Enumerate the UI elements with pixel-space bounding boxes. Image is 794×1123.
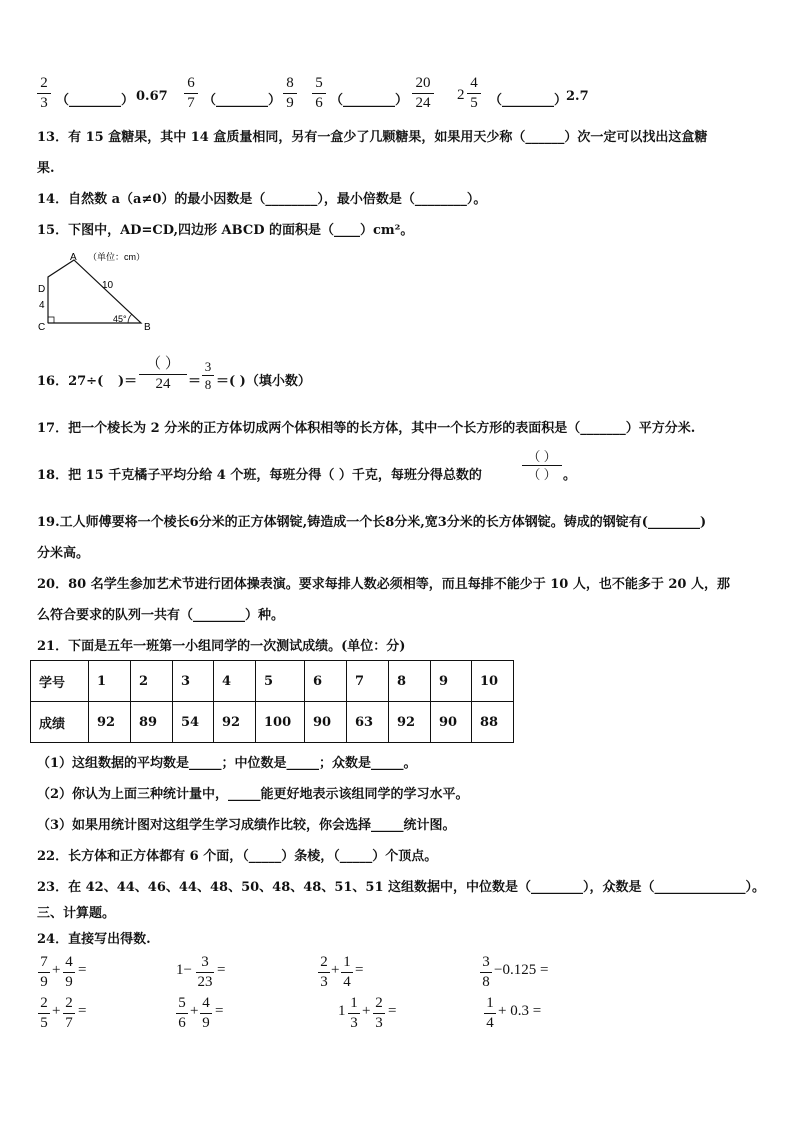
equals: = — [78, 962, 87, 978]
table-cell: 90 — [431, 702, 472, 743]
vertex-d-label: D — [38, 284, 46, 295]
fraction: 4 5 — [467, 76, 481, 111]
q16-fraction-3-8: 3 8 — [202, 360, 214, 391]
table-cell: 成绩 — [31, 702, 89, 743]
fraction: 2 3 — [373, 996, 385, 1031]
fraction: 2 3 — [37, 76, 51, 111]
equals: = — [388, 1003, 397, 1019]
operator: + — [190, 1003, 199, 1019]
fraction: 5 6 — [176, 996, 188, 1031]
q13-line1: 13．有 15 盒糖果，其中 14 盒质量相同，另有一盒少了几颗糖果，如果用天少称（______）次一定可以找出这盒糖 — [37, 130, 708, 145]
answer-blank[interactable]: （________） — [56, 93, 135, 108]
table-cell: 89 — [131, 702, 173, 743]
q24-title: 24．直接写出得数. — [37, 932, 151, 947]
value: 0.67 — [136, 89, 168, 104]
table-row — [31, 702, 514, 743]
equals: = — [78, 1003, 87, 1019]
q21-sub1: （1）这组数据的平均数是_____；中位数是_____；众数是_____。 — [37, 756, 417, 771]
table-cell: 2 — [131, 661, 173, 702]
mixed-number-int: 1 — [338, 1003, 346, 1019]
table-cell: 3 — [173, 661, 214, 702]
scores-table — [30, 660, 514, 743]
q15-text: 15．下图中，AD=CD,四边形 ABCD 的面积是（____）cm²。 — [37, 223, 414, 238]
table-cell: 63 — [347, 702, 389, 743]
vertex-a-label: A — [70, 252, 77, 263]
table-cell: 92 — [89, 702, 131, 743]
operator: + — [362, 1003, 371, 1019]
q21-sub2: （2）你认为上面三种统计量中，_____能更好地表示该组同学的学习水平。 — [37, 787, 469, 802]
q16-fraction: （ ） 24 — [139, 357, 187, 392]
fraction: 1 4 — [484, 996, 496, 1031]
q19-line1: 19.工人师傅要将一个棱长6分米的正方体钢锭,铸造成一个长8分米,宽3分米的长方体钢锭。铸成的钢锭有(________) — [37, 515, 707, 530]
fraction: 1 4 — [341, 955, 353, 990]
fraction: 8 9 — [283, 76, 297, 111]
fraction: 2 3 — [318, 955, 330, 990]
side-ab-label: 10 — [102, 280, 114, 291]
fraction: 3 8 — [480, 955, 492, 990]
q16-mid: )＝ — [118, 374, 138, 389]
table-cell: 学号 — [31, 661, 89, 702]
expression-rest: + 0.3 = — [498, 1003, 542, 1019]
q20-line2: 么符合要求的队列一共有（________）种。 — [37, 608, 285, 623]
q19-line2: 分米高。 — [37, 546, 90, 561]
vertex-c-label: C — [38, 322, 46, 333]
table-cell: 92 — [214, 702, 256, 743]
q15-figure — [34, 250, 194, 335]
q13-line2: 果. — [37, 161, 55, 176]
q23-text: 23．在 42、44、46、44、48、50、48、48、51、51 这组数据中，中位数是（________），众数是（______________）。 — [37, 880, 766, 895]
operator: + — [52, 1003, 61, 1019]
fraction: 2 7 — [63, 996, 75, 1031]
q21-sub3: （3）如果用统计图对这组学生学习成绩作比较，你会选择_____统计图。 — [37, 818, 456, 833]
answer-blank[interactable]: （________） — [489, 93, 568, 108]
table-cell: 7 — [347, 661, 389, 702]
q18-text: 18．把 15 千克橘子平均分给 4 个班，每班分得（ ）千克，每班分得总数的 — [37, 468, 482, 483]
table-row — [31, 661, 514, 702]
table-cell: 4 — [214, 661, 256, 702]
side-dc-label: 4 — [39, 300, 45, 311]
q22-text: 22．长方体和正方体都有 6 个面，（_____）条棱，（_____）个顶点。 — [37, 849, 438, 864]
value: 2.7 — [566, 89, 589, 104]
table-cell: 10 — [472, 661, 514, 702]
table-cell: 54 — [173, 702, 214, 743]
mixed-number-int: 2 — [457, 87, 465, 103]
q16-pre: 16．27÷( — [37, 374, 104, 389]
q16-eq: ＝ — [188, 374, 202, 389]
q14-text: 14．自然数 a（a≠0）的最小因数是（________），最小倍数是（________）。 — [37, 192, 487, 207]
table-cell: 88 — [472, 702, 514, 743]
table-cell: 9 — [431, 661, 472, 702]
fraction: 4 9 — [63, 955, 75, 990]
trapezoid-diagram — [34, 250, 194, 335]
q18-end: 。 — [563, 468, 577, 483]
q20-line1: 20．80 名学生参加艺术节进行团体操表演。要求每排人数必须相等，而且每排不能少于 10 人，也不能多于 20 人，那 — [37, 577, 730, 592]
equals: = — [215, 1003, 224, 1019]
fraction: 3 23 — [197, 954, 213, 990]
q18-fraction: （ ） （ ） — [522, 450, 562, 481]
fraction: 20 24 — [412, 76, 434, 111]
vertex-b-label: B — [144, 322, 151, 333]
answer-blank[interactable]: （________） — [330, 93, 409, 108]
table-cell: 90 — [305, 702, 347, 743]
equals: = — [355, 962, 364, 978]
table-cell: 8 — [389, 661, 431, 702]
fraction: 2 5 — [38, 996, 50, 1031]
operator: + — [331, 962, 340, 978]
whole-minus: 1− — [176, 962, 192, 978]
fraction: 4 9 — [200, 996, 212, 1031]
unit-label: （单位：cm） — [88, 252, 145, 262]
operator: + — [52, 962, 61, 978]
fraction: 6 7 — [184, 76, 198, 111]
section-title: 三、计算题。 — [37, 906, 116, 921]
expression-rest: −0.125 = — [494, 962, 549, 978]
fraction: 1 3 — [348, 996, 360, 1031]
fraction: 7 9 — [38, 955, 50, 990]
fraction: 5 6 — [312, 76, 326, 111]
table-cell: 6 — [305, 661, 347, 702]
q21-text: 21．下面是五年一班第一小组同学的一次测试成绩。(单位：分) — [37, 639, 406, 654]
q16-post: ＝( )（填小数） — [216, 374, 311, 389]
table-cell: 1 — [89, 661, 131, 702]
answer-blank[interactable]: （________） — [203, 93, 282, 108]
q17-text: 17．把一个棱长为 2 分米的正方体切成两个体积相等的长方体，其中一个长方形的表面积是（_______）平方分米. — [37, 421, 696, 436]
equals: = — [217, 962, 226, 978]
table-cell: 92 — [389, 702, 431, 743]
angle-label: 45° — [113, 314, 127, 324]
table-cell: 5 — [256, 661, 305, 702]
table-cell: 100 — [256, 702, 305, 743]
